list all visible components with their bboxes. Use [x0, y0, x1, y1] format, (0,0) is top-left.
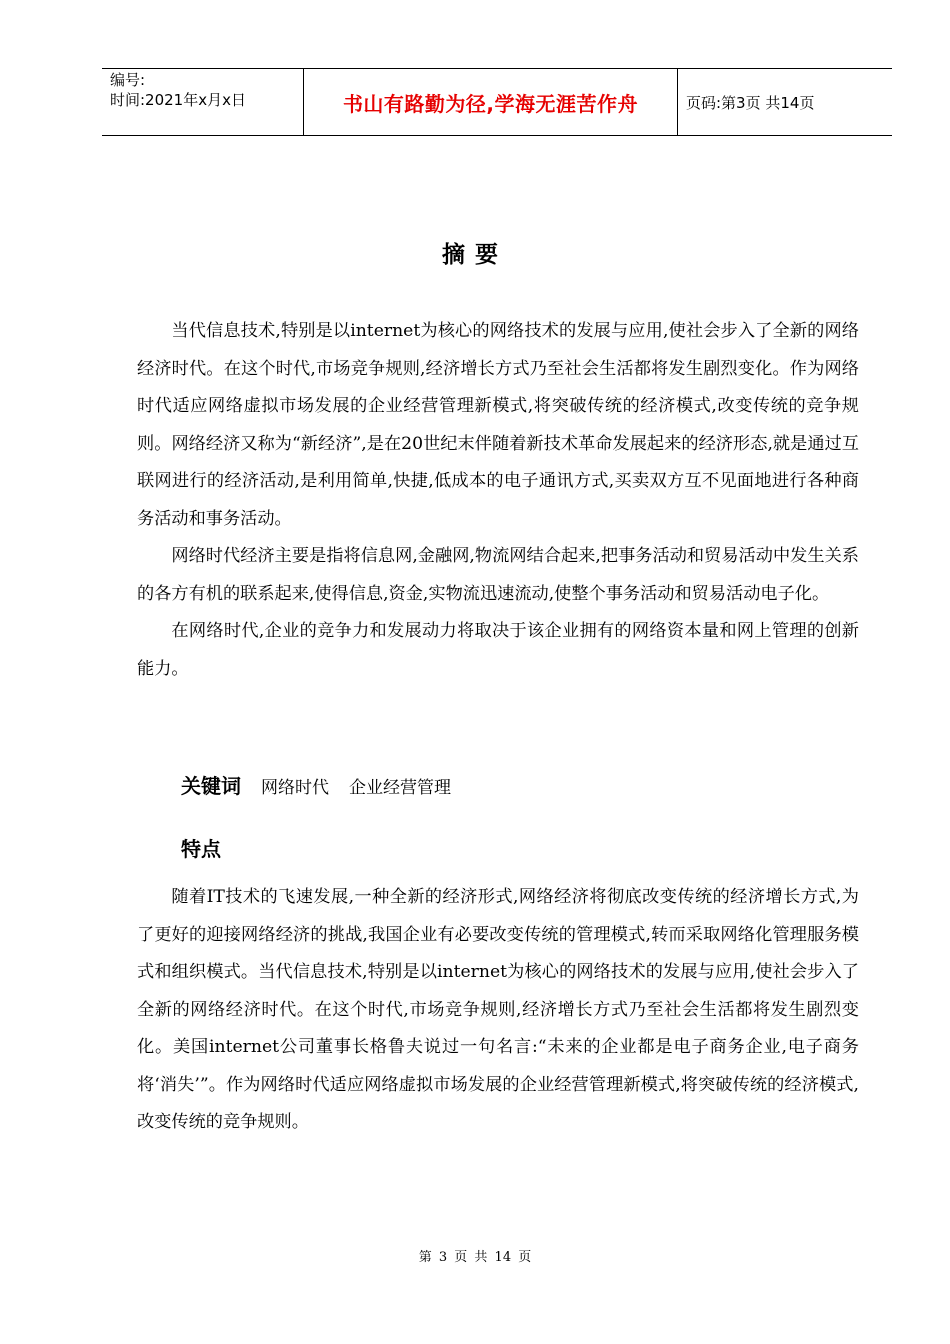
keyword-item: 网络时代	[261, 778, 329, 798]
keywords-label: 关键词	[181, 774, 241, 798]
document-number-label: 编号:	[110, 71, 146, 89]
keyword-item: 企业经营管理	[349, 778, 451, 798]
header-page-info: 页码:第3页 共14页	[686, 93, 815, 112]
page-header	[102, 68, 892, 136]
section-body	[137, 879, 859, 1142]
abstract-body	[137, 313, 859, 688]
header-motto: 书山有路勤为径,学海无涯苦作舟	[304, 69, 678, 135]
abstract-paragraph: 当代信息技术,特别是以internet为核心的网络技术的发展与应用,使社会步入了全新的网络经济时代。在这个时代,市场竞争规则,经济增长方式乃至社会生活都将发生剧烈变化。作为网络时代适应网络虚拟市场发展的企业经营管理新模式,将突破传统的经济模式,改变传统的竞争规则。网络经济又称为“新经济”,是在20世纪末伴随着新技术革命发展起来的经济形态,就是通过互联网进行的经济活动,是利用简单,快捷,低成本的电子通讯方式,买卖双方互不见面地进行各种商务活动和事务活动。	[137, 321, 859, 529]
abstract-title: 摘要	[442, 242, 508, 268]
section-title: 特点	[181, 837, 221, 861]
header-meta	[102, 69, 304, 135]
page-footer: 第 3 页 共 14 页	[418, 1250, 532, 1265]
keywords-line	[181, 770, 471, 799]
abstract-paragraph: 在网络时代,企业的竞争力和发展动力将取决于该企业拥有的网络资本量和网上管理的创新能力。	[137, 621, 859, 679]
abstract-paragraph: 网络时代经济主要是指将信息网,金融网,物流网结合起来,把事务活动和贸易活动中发生关系的各方有机的联系起来,使得信息,资金,实物流迅速流动,使整个事务活动和贸易活动电子化。	[137, 546, 859, 604]
section-paragraph: 随着IT技术的飞速发展,一种全新的经济形式,网络经济将彻底改变传统的经济增长方式,为了更好的迎接网络经济的挑战,我国企业有必要改变传统的管理模式,转而采取网络化管理服务模式和组织模式。当代信息技术,特别是以internet为核心的网络技术的发展与应用,使社会步入了全新的网络经济时代。在这个时代,市场竞争规则,经济增长方式乃至社会生活都将发生剧烈变化。美国internet公司董事长格鲁夫说过一句名言:“未来的企业都是电子商务企业,电子商务将‘消失’”。作为网络时代适应网络虚拟市场发展的企业经营管理新模式,将突破传统的经济模式,改变传统的竞争规则。	[137, 887, 859, 1132]
document-time-label: 时间:2021年x月x日	[110, 91, 246, 109]
